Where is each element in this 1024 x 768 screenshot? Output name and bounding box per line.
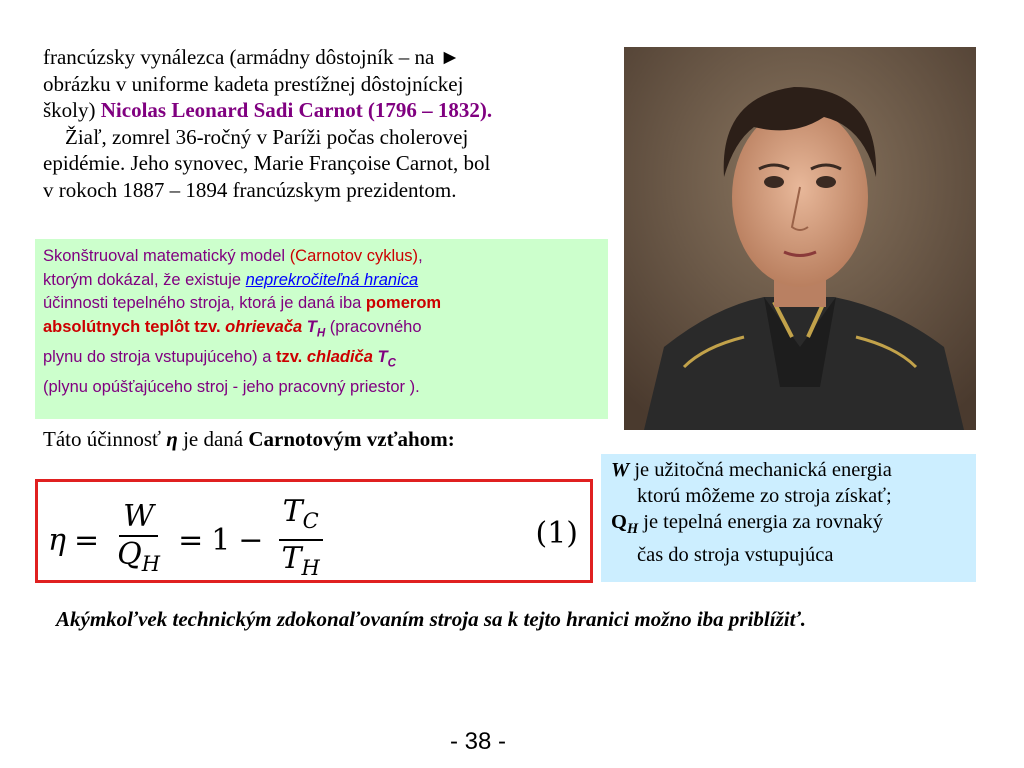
ratio-term: pomerom	[365, 294, 442, 313]
w-definition: je užitočná mechanická energia	[629, 459, 892, 481]
carnot-cycle-term: (Carnotov cyklus)	[289, 247, 419, 265]
efficiency-middle: je daná	[177, 427, 249, 451]
w-symbol: W	[611, 459, 630, 481]
intro-line-6: v rokoch 1887 – 1894 francúzskym prezidentom.	[43, 177, 457, 202]
gb-text: účinnosti tepelného stroja, ktorá je daná iba	[43, 294, 366, 313]
intro-line-2: obrázku v uniforme kadeta prestížnej dôstojníckej	[43, 71, 464, 96]
carnot-name: Nicolas Leonard Sadi Carnot (1796 – 1832).	[100, 98, 493, 122]
tc-symbol: T	[377, 347, 388, 366]
intro-line-1: francúzsky vynálezca (armádny dôstojník – na ►	[43, 45, 461, 69]
formula-equals-2: =	[178, 522, 204, 558]
carnot-formula-box	[35, 479, 593, 583]
formula-minus: −	[238, 522, 264, 558]
gb-text: plynu do stroja vstupujúceho) a	[43, 347, 276, 366]
w-definition-2: ktorú môžeme zo stroja získať;	[637, 485, 892, 507]
formula-tc-sub: C	[302, 509, 319, 533]
equation-number: (1)	[535, 516, 578, 551]
formula-q-sub: H	[141, 551, 161, 576]
tc-subscript: C	[387, 356, 396, 369]
formula-eta: η	[48, 522, 66, 558]
formula-tc: T	[282, 494, 303, 529]
gb-text: Skonštruoval matematický model	[43, 247, 290, 265]
heater-term: ohrievača	[225, 317, 303, 336]
abs-temp-term: absolútnych teplôt tzv.	[43, 317, 226, 336]
formula-th: T	[281, 541, 302, 576]
efficiency-prefix: Táto účinnosť	[43, 427, 167, 451]
intro-paragraph	[43, 44, 608, 203]
limit-term: neprekročiteľná hranica	[245, 270, 419, 289]
page-number: - 38 -	[450, 728, 507, 755]
formula-w: W	[123, 498, 155, 534]
qh-definition: je tepelná energia za rovnaký	[638, 511, 884, 533]
qh-symbol: Q	[611, 511, 627, 533]
carnot-model-box	[35, 239, 608, 419]
tzv-term: tzv.	[275, 347, 307, 366]
formula-q: Q	[117, 536, 142, 572]
th-symbol: T	[306, 317, 317, 336]
qh-definition-2: čas do stroja vstupujúca	[637, 544, 834, 567]
efficiency-statement	[43, 427, 455, 452]
formula-one: 1	[211, 522, 231, 558]
th-subscript: H	[316, 327, 326, 340]
intro-line-4: Žiaľ, zomrel 36-ročný v Paríži počas cholerovej	[65, 124, 469, 149]
gb-text: ,	[418, 247, 423, 265]
fraction-tc-th	[277, 494, 323, 586]
gb-text: ktorým dokázal, že existuje	[43, 270, 246, 289]
carnot-portrait	[624, 47, 976, 430]
formula-equals: =	[73, 522, 100, 558]
fraction-w-qh	[113, 499, 164, 582]
formula-th-sub: H	[301, 556, 320, 580]
qh-subscript: H	[626, 521, 639, 538]
eta-symbol: η	[166, 427, 178, 451]
cooler-term: chladiča	[306, 347, 373, 366]
conclusion-text: Akýmkoľvek technickým zdokonaľovaním stroja sa k tejto hranici možno iba priblížiť.	[56, 607, 806, 631]
carnot-relation-label: Carnotovým vzťahom:	[248, 427, 455, 451]
definitions-box	[601, 454, 976, 582]
carnot-formula	[48, 494, 330, 586]
gb-text: (plynu opúšťajúceho stroj - jeho pracovný priestor ).	[43, 377, 420, 396]
gb-text: (pracovného	[325, 317, 422, 336]
intro-line-5: epidémie. Jeho synovec, Marie Françoise Carnot, bol	[43, 151, 491, 175]
intro-line-3: školy)	[43, 98, 101, 122]
